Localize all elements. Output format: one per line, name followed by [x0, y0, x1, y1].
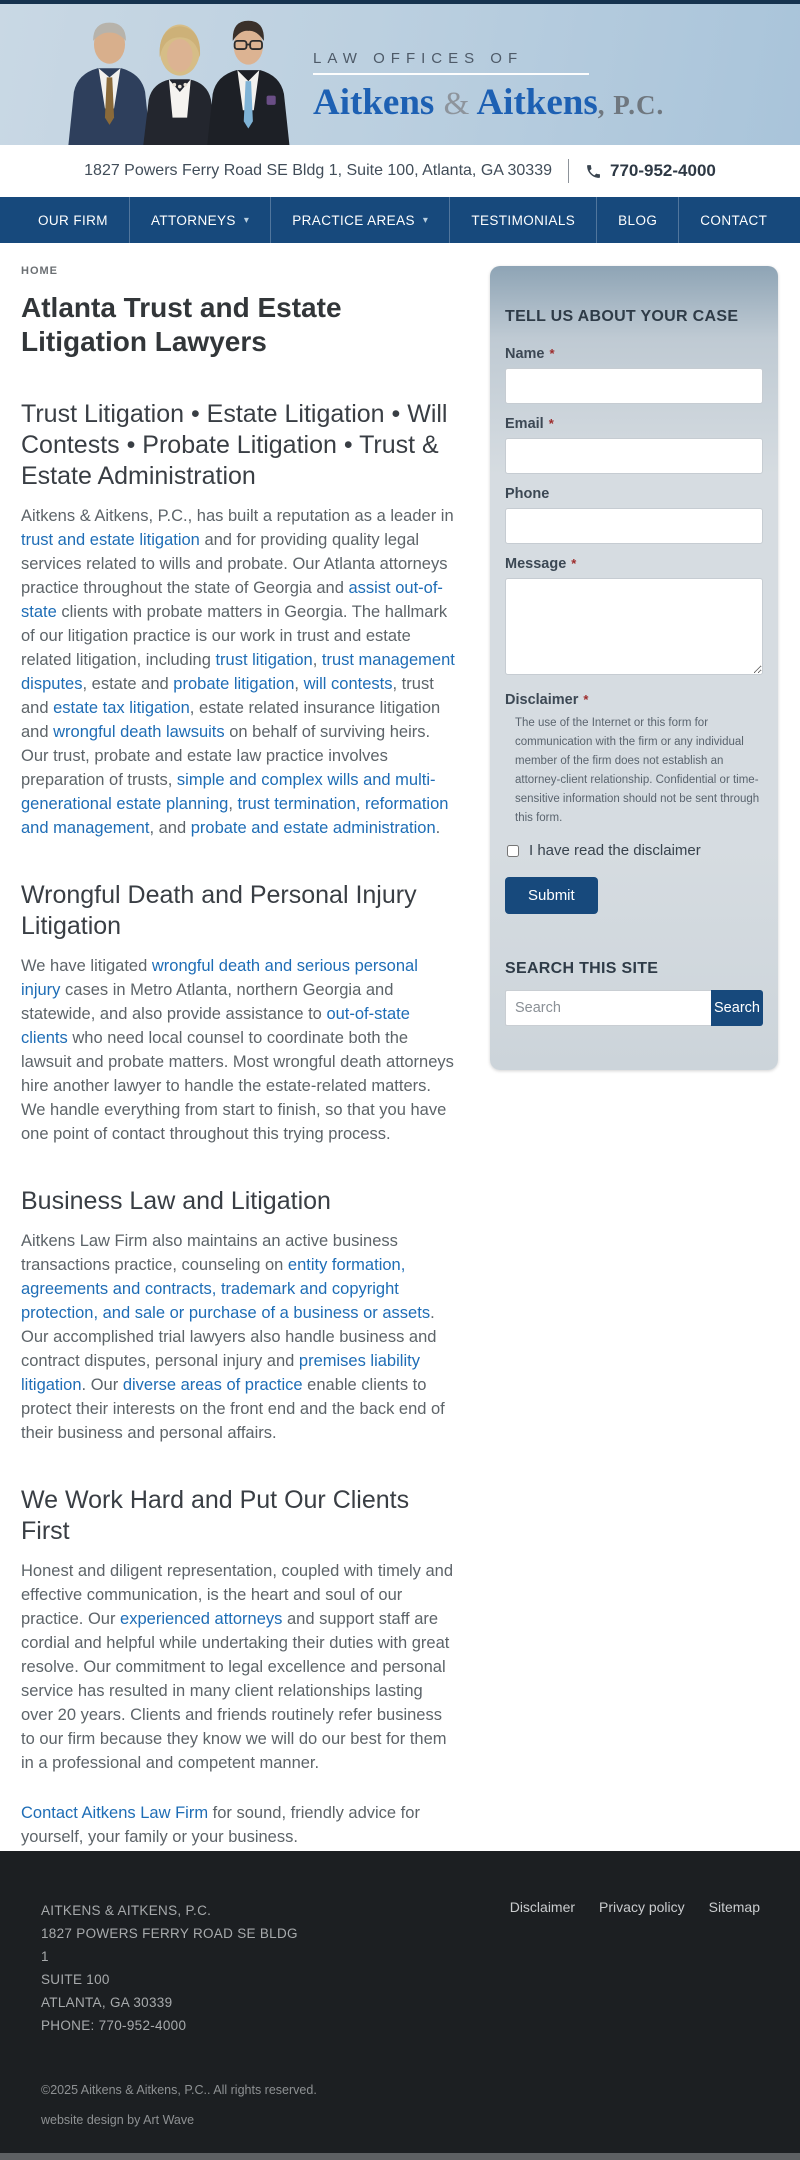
message-label: Message * [505, 556, 577, 572]
footer-link-privacy-policy[interactable]: Privacy policy [599, 1899, 685, 1915]
phone-icon [585, 163, 602, 180]
required-asterisk: * [549, 346, 555, 361]
phone-field[interactable] [505, 508, 763, 544]
address-bar [0, 145, 800, 197]
design-credit[interactable]: website design by Art Wave [41, 2113, 195, 2127]
section-heading-business-law: Business Law and Litigation [21, 1187, 331, 1215]
phone-label: Phone [505, 486, 550, 502]
inline-link[interactable]: wrongful death lawsuits [53, 723, 225, 741]
search-button[interactable]: Search [711, 990, 763, 1026]
brand-tagline: LAW OFFICES OF [313, 50, 524, 67]
chevron-down-icon: ▾ [243, 214, 250, 226]
brand-block [313, 50, 664, 125]
footer-links [510, 1899, 760, 1915]
required-asterisk: * [571, 556, 577, 571]
name-field[interactable] [505, 368, 763, 404]
section-heading-clients-first: We Work Hard and Put Our Clients First [21, 1486, 410, 1545]
required-asterisk: * [583, 692, 589, 707]
disclaimer-text: The use of the Internet or this form for communication with the firm or any individual member of the firm does not establish an attorney-client relationship. Confidential or time-sensitive information should not be sent through this form. [515, 717, 760, 824]
section-heading-wrongful-death: Wrongful Death and Personal Injury Litigation [21, 881, 417, 940]
phone-link[interactable] [585, 161, 716, 181]
bottom-strip [0, 2153, 800, 2160]
email-field[interactable] [505, 438, 763, 474]
nav-item-contact[interactable]: CONTACT [678, 197, 788, 243]
inline-link[interactable]: trust litigation [215, 651, 313, 669]
submit-button[interactable]: Submit [505, 877, 598, 914]
page-title: Atlanta Trust and Estate Litigation Lawyers [21, 292, 342, 357]
main-content [21, 243, 458, 1849]
inline-link[interactable]: out-of-state clients [21, 1005, 410, 1047]
chevron-down-icon: ▾ [422, 214, 429, 226]
email-label: Email * [505, 416, 554, 432]
firm-name: Aitkens & Aitkens, P.C. [313, 82, 665, 123]
paragraph: Aitkens & Aitkens, P.C., has built a reputation as a leader in trust and estate litigation and for providing quality legal services related to wills and probate. Our Atlanta attorneys practice throughout the state of Georgia and assist out-of-state clients with probate matters in Georgia. The hallmark of our litigation practice is our work in trust and estate related litigation, including trust litigation, trust management disputes, estate and probate litigation, will contests, trust and estate tax litigation, estate related insurance litigation and wrongful death lawsuits on behalf of surviving heirs. Our trust, probate and estate law practice involves preparation of trusts, simple and complex wills and multi-generational estate planning, trust termination, reformation and management, and probate and estate administration. [21, 507, 455, 837]
footer-firm-name: AITKENS & AITKENS, P.C. [41, 1903, 212, 1918]
inline-link[interactable]: will contests [303, 675, 393, 693]
search-input[interactable] [505, 990, 711, 1026]
nav-item-practice-areas[interactable]: PRACTICE AREAS ▾ [270, 197, 449, 243]
divider [568, 159, 569, 183]
paragraph: Honest and diligent representation, coupled with timely and effective communication, is the heart and soul of our practice. Our experienced attorneys and support staff are cordial and helpful while undertaking their duties with great resolve. Our commitment to legal excellence and personal service has resulted in many client relationships lasting over 20 years. Clients and friends routinely refer business to our firm because they know we will do our best for them in a professional and competent manner. [21, 1562, 454, 1772]
nav-item-blog[interactable]: BLOG [596, 197, 678, 243]
disclaimer-checkbox[interactable] [507, 845, 519, 857]
inline-link[interactable]: trust termination, reformation and management [21, 795, 449, 837]
message-field[interactable] [505, 578, 763, 675]
brand-rule [313, 73, 589, 75]
inline-link[interactable]: probate litigation [173, 675, 295, 693]
paragraph: Aitkens Law Firm also maintains an active business transactions practice, counseling on entity formation, agreements and contracts, trademark and copyright protection, and sale or purchase of a business or assets. Our accomplished trial lawyers also handle business and contract disputes, personal injury and premises liability litigation. Our diverse areas of practice enable clients to protect their interests on the front end and the back end of their business and personal affairs. [21, 1232, 445, 1442]
inline-link[interactable]: estate tax litigation [53, 699, 190, 717]
street-address: 1827 Powers Ferry Road SE Bldg 1, Suite 100, Atlanta, GA 30339 [84, 162, 552, 179]
breadcrumb[interactable]: HOME [21, 265, 58, 277]
paragraph: We have litigated wrongful death and serious personal injury cases in Metro Atlanta, northern Georgia and statewide, and also provide assistance to out-of-state clients who need local counsel to coordinate both the lawsuit and probate matters. Most wrongful death attorneys hire another lawyer to handle the estate-related matters. We handle everything from start to finish, so that you have one point of contact throughout this trying process. [21, 957, 454, 1143]
site-search [505, 990, 763, 1026]
inline-link[interactable]: probate and estate administration [190, 819, 436, 837]
paragraph: Contact Aitkens Law Firm for sound, friendly advice for yourself, your family or your business. [21, 1804, 420, 1846]
footer [0, 1851, 800, 2153]
phone-number: 770-952-4000 [609, 161, 716, 180]
inline-link[interactable]: experienced attorneys [120, 1610, 283, 1628]
inline-link[interactable]: premises liability litigation [21, 1352, 420, 1394]
nav-item-testimonials[interactable]: TESTIMONIALS [449, 197, 596, 243]
disclaimer-label: Disclaimer * [505, 692, 589, 708]
contact-form-panel [490, 266, 778, 1070]
inline-link[interactable]: wrongful death and serious personal injury [21, 957, 418, 999]
footer-link-sitemap[interactable]: Sitemap [708, 1899, 760, 1915]
inline-link[interactable]: diverse areas of practice [122, 1376, 303, 1394]
main-nav [0, 197, 800, 243]
inline-link[interactable]: Contact Aitkens Law Firm [21, 1804, 209, 1822]
footer-address: AITKENS & AITKENS, P.C. 1827 POWERS FERRY ROAD SE BLDG 1 SUITE 100 ATLANTA, GA 30339 PHONE: 770-952-4000 [41, 1899, 298, 2037]
form-title: TELL US ABOUT YOUR CASE [505, 308, 739, 325]
disclaimer-checkbox-label: I have read the disclaimer [529, 842, 701, 859]
name-label: Name * [505, 346, 555, 362]
copyright-text: ©2025 Aitkens & Aitkens, P.C.. All rights reserved. [41, 2083, 317, 2097]
inline-link[interactable]: entity formation, agreements and contracts, trademark and copyright protection, and sale or purchase of a business or assets [21, 1256, 431, 1322]
header-banner [0, 4, 800, 145]
nav-item-our-firm[interactable]: OUR FIRM [38, 212, 108, 228]
inline-link[interactable]: trust and estate litigation [21, 531, 200, 549]
required-asterisk: * [548, 416, 554, 431]
inline-link[interactable]: simple and complex wills and multi-generational estate planning [21, 771, 436, 813]
search-title: SEARCH THIS SITE [505, 960, 659, 977]
section-heading-practice-list: Trust Litigation • Estate Litigation • Will Contests • Probate Litigation • Trust & Estate Administration [21, 400, 448, 490]
inline-link[interactable]: assist out-of-state [21, 579, 443, 621]
footer-link-disclaimer[interactable]: Disclaimer [509, 1899, 576, 1915]
attorneys-photo [28, 8, 328, 145]
inline-link[interactable]: trust management disputes [21, 651, 455, 693]
nav-item-attorneys[interactable]: ATTORNEYS ▾ [129, 197, 270, 243]
